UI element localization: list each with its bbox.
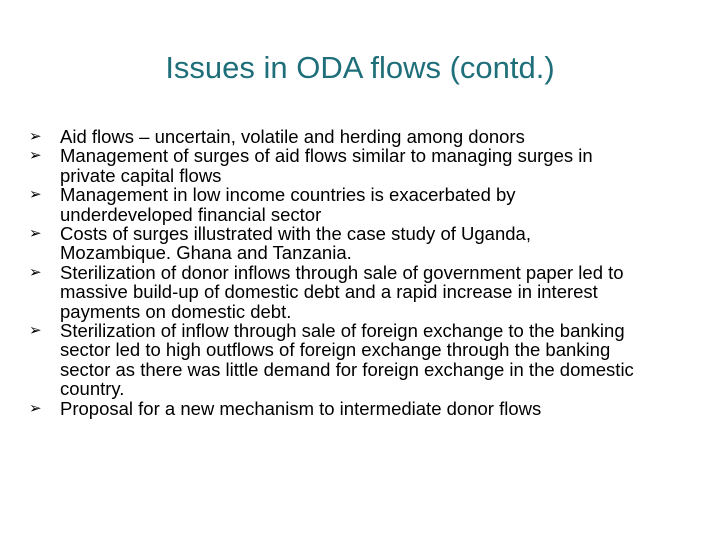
arrow-bullet-icon: ➢ [29, 262, 42, 281]
list-item [30, 263, 640, 321]
arrow-bullet-icon: ➢ [29, 127, 42, 145]
bullet-text: Proposal for a new mechanism to intermediate donor flows [60, 397, 542, 419]
bullet-list [30, 127, 640, 418]
list-item [30, 146, 640, 185]
bullet-text: Sterilization of donor inflows through sale of government paper led to massive build-up of domestic debt and a rapid increase in interest payments on domestic debt. [60, 261, 624, 322]
arrow-bullet-icon: ➢ [29, 321, 42, 340]
arrow-bullet-icon: ➢ [29, 185, 42, 204]
arrow-bullet-icon: ➢ [29, 146, 42, 165]
bullet-text: Management in low income countries is exacerbated by underdeveloped financial sector [60, 184, 516, 225]
list-item [30, 224, 640, 263]
slide-title: Issues in ODA flows (contd.) [165, 50, 555, 85]
list-item [30, 185, 640, 224]
bullet-text: Costs of surges illustrated with the case study of Uganda, Mozambique. Ghana and Tanzania. [60, 223, 531, 264]
list-item [30, 321, 640, 399]
bullet-text: Sterilization of inflow through sale of foreign exchange to the banking sector led to high outflows of foreign exchange through the banking sector as there was little demand for foreign exchange in the domestic country. [60, 320, 634, 400]
list-item [30, 127, 640, 146]
arrow-bullet-icon: ➢ [29, 398, 42, 417]
bullet-text: Aid flows – uncertain, volatile and herding among donors [60, 126, 525, 147]
list-item [30, 399, 640, 418]
bullet-text: Management of surges of aid flows similar to managing surges in private capital flows [60, 145, 593, 186]
arrow-bullet-icon: ➢ [29, 224, 42, 243]
